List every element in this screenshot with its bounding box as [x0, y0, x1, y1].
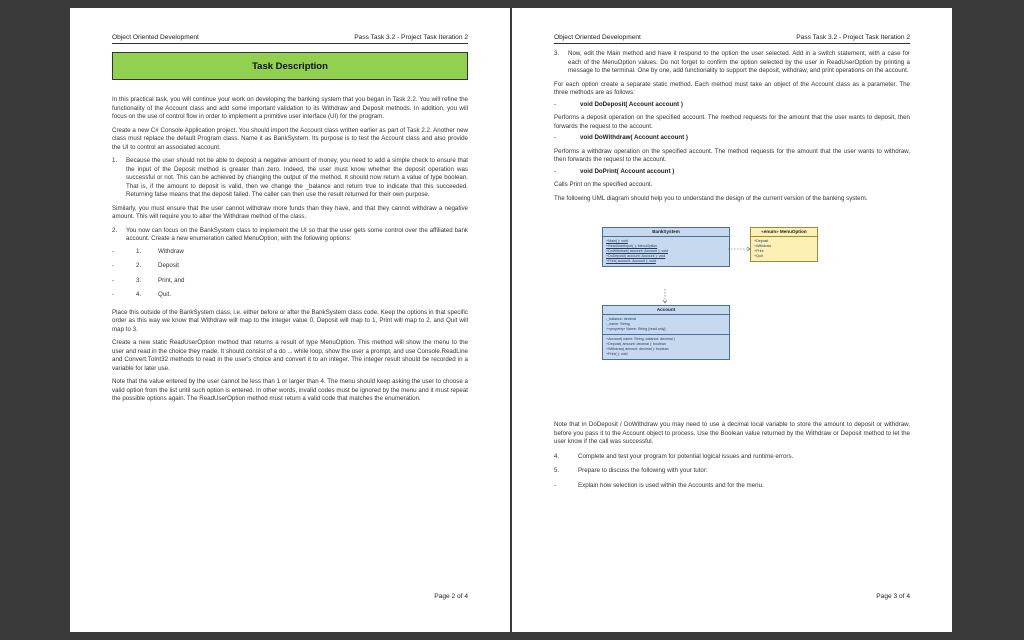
page-header — [112, 34, 468, 44]
paragraph-intro: In this practical task, you will continue your work on developing the banking system that you began in Task 2.2. You will refine the functionality of the Account class and add some important validation to its Withdraw and Deposit methods. In addition, you will focus on the use of control flow in order to implement a primitive user interface (UI) for the program. — [112, 96, 468, 120]
uml-enum-menuoption — [750, 227, 818, 262]
page-footer: Page 3 of 4 — [876, 593, 910, 600]
uml-enum-value: +Quit — [754, 254, 763, 258]
method-signature-text: void DoDeposit( Account account ) — [580, 100, 683, 108]
paragraph-uml-intro: The following UML diagram should help you to understand the design of the current version of the banking system. — [554, 194, 868, 202]
paragraph-withdraw: Similarly, you must ensure that the user cannot withdraw more funds than they have, and that they cannot withdraw a negative amount. This will require you to alter the Withdraw method of the class. — [112, 204, 468, 220]
step-4 — [554, 453, 910, 462]
discussion-text: Explain how selection is used within the Accounts and for the menu. — [578, 481, 764, 489]
method-description: Performs a withdraw operation on the specified account. The method requests for the amount that the user wants to withdraw, then forwards the request to the account. — [554, 147, 910, 163]
list-dash: - — [112, 291, 115, 298]
paragraph-decimal-note: Note that in DoDeposit / DoWithdraw you may need to use a decimal local variable to store the amount to deposit or withdraw, before you pass it to the Account object to process. Use the Boolean value returned by the Withdraw or Deposit method to let the user know if the call was successful. — [554, 421, 910, 445]
uml-operation: +DoWithdraw( account: Account ): void — [606, 249, 669, 253]
list-dash: - — [112, 276, 115, 284]
discussion-item — [554, 482, 910, 491]
paragraph-enum-placement: Place this outside of the BankSystem class, i.e. either before or after the BankSystem class code. Keep the options in that specific order as this way we know that Withdraw will map to the integer value 0, Deposit will map to 1, Print will map to 2, and Quit will map to 3. — [112, 308, 468, 333]
list-dash: - — [112, 247, 115, 255]
menu-option-item — [112, 262, 468, 271]
step-5 — [554, 467, 910, 476]
uml-diagram — [554, 227, 910, 417]
method-signature — [554, 101, 910, 110]
uml-operation: +Withdraw( amount: decimal ): boolean — [606, 347, 669, 351]
step-text: Prepare to discuss the following with your tutor: — [578, 467, 708, 474]
method-signature-text: void DoWithdraw( Account account ) — [580, 134, 688, 141]
uml-class-title: «enum» MenuOption — [751, 228, 817, 237]
uml-operation: +Print( ): void — [606, 352, 628, 356]
uml-operation: +Account( name: String, balance: decimal ) — [606, 337, 675, 341]
option-number: 1. — [136, 247, 142, 255]
uml-operation: +Print( account: Account ): void — [606, 259, 656, 263]
paragraph-validation: Note that the value entered by the user cannot be less than 1 or larger than 4. The menu should keep asking the user to choose a valid option from the list until such option is entered. In other words, invalid codes must be ignored by the menu and it must repeat the possible options again. The ReadUserOption method must return a valid code that matches the enumeration. — [112, 378, 468, 402]
page-header — [554, 34, 910, 44]
step-2-text: You now can focus on the BankSystem class to implement the UI so that the user gets some control over the affiliated bank account. Create a new enumeration called MenuOption, with the following options: — [126, 226, 468, 242]
uml-enum-value: +Withdraw — [754, 244, 772, 248]
option-number: 2. — [136, 262, 142, 269]
uml-attribute: -_name: String — [606, 322, 630, 326]
header-task: Pass Task 3.2 - Project Task Iteration 2 — [354, 34, 468, 41]
menu-option-item — [112, 291, 468, 300]
task-description-heading — [112, 52, 468, 80]
uml-enum-values — [751, 237, 817, 261]
uml-class-account — [602, 305, 730, 360]
step-3 — [554, 50, 910, 76]
list-dash: - — [554, 167, 557, 175]
step-2-number: 2. — [112, 226, 118, 234]
method-description: Calls Print on the specified account. — [554, 181, 653, 188]
task-description-title: Task Description — [252, 60, 328, 72]
option-number: 3. — [136, 276, 142, 284]
list-dash: - — [554, 481, 557, 489]
uml-operation: +DoDeposit( account: Account ): void — [606, 254, 666, 258]
step-1 — [112, 157, 468, 200]
uml-operation: +Main( ): void — [606, 239, 628, 243]
page-2 — [70, 8, 510, 632]
uml-operations — [603, 334, 729, 359]
uml-enum-value: +Deposit — [754, 239, 769, 243]
method-signature — [554, 134, 910, 143]
header-course: Object Oriented Development — [554, 34, 641, 41]
step-text: Complete and test your program for potential logical issues and runtime errors. — [578, 452, 794, 460]
header-course: Object Oriented Development — [112, 34, 199, 41]
uml-operation: +Deposit( amount: decimal ): boolean — [606, 342, 666, 346]
uml-class-title: Account — [603, 306, 729, 315]
uml-attribute: -_balance: decimal — [606, 317, 637, 321]
option-label: Withdraw — [158, 247, 184, 255]
menu-option-item — [112, 277, 468, 286]
page-3 — [512, 8, 952, 632]
list-dash: - — [112, 262, 115, 269]
paragraph-static-methods: For each option create a separate static method. Each method must take an object of the Account class as a parameter. The three methods are as follows: — [554, 80, 910, 96]
paragraph-create-project: Create a new C# Console Application project. You should import the Account class written earlier as part of Task 2.2. Another new class must replace the default Program class. Name it as BankSystem. Its purpose is to test the Account class and also provide the UI to control an associated account. — [112, 126, 468, 151]
method-description: Performs a deposit operation on the specified account. The method requests for the amount that the user wants to deposit, then forwards the request to the account. — [554, 114, 910, 130]
uml-enum-value: +Print — [754, 249, 764, 253]
step-1-text: Because the user should not be able to deposit a negative amount of money, you need to add a simple check to ensure that the input of the Deposit method is greater than zero. Indeed, the user must know whether the deposit operation was successful or not. This can be achieved by changing the output of the method. It should now return a value of type boolean. That is, if the amount to deposit is valid, then we change the _balance and return true to indicate that this succeeded. Returning false means that the deposit failed. The caller can then use the result returned for their own purpose. — [126, 157, 468, 198]
step-number: 5. — [554, 467, 560, 474]
option-number: 4. — [136, 291, 142, 298]
paragraph-read-user-option: Create a new static ReadUserOption method that returns a result of type MenuOption. This method will show the menu to the user and read in the choice they made. It should consist of a do ... while loop, show the user a prompt, and use Console.ReadLine and Convert.ToInt32 methods to read in the user's choice and convert it to an integer. The integer result should be recorded in a variable for later use. — [112, 339, 468, 372]
option-label: Quit. — [158, 291, 172, 298]
step-1-number: 1. — [112, 157, 118, 164]
method-signature — [554, 168, 910, 177]
uml-attributes — [603, 315, 729, 334]
header-task: Pass Task 3.2 - Project Task Iteration 2 — [796, 34, 910, 41]
step-3-text: Now, edit the Main method and have it respond to the option the user selected. Add in a switch statement, with a case for each of the MenuOption values. Do not forget to confirm the option selected by the user in ReadUserOption by printing a message to the terminal. One by one, add functionality to support the deposit, withdraw, and print operations on the account. — [568, 50, 910, 74]
page-footer: Page 2 of 4 — [434, 593, 468, 600]
method-signature-text: void DoPrint( Account account ) — [580, 167, 675, 175]
uml-attribute: +«property» Name: String {read-only} — [606, 327, 666, 331]
list-dash: - — [554, 100, 557, 108]
step-number: 4. — [554, 452, 560, 460]
option-label: Print, and — [158, 276, 185, 284]
step-3-number: 3. — [554, 50, 560, 57]
option-label: Deposit — [158, 262, 179, 269]
uml-class-title: BankSystem — [603, 228, 729, 237]
menu-option-list — [112, 248, 468, 300]
uml-operation: +ReadUserInput( ): MenuOption — [606, 244, 658, 248]
list-dash: - — [554, 134, 557, 141]
menu-option-item — [112, 248, 468, 257]
step-2 — [112, 227, 468, 244]
